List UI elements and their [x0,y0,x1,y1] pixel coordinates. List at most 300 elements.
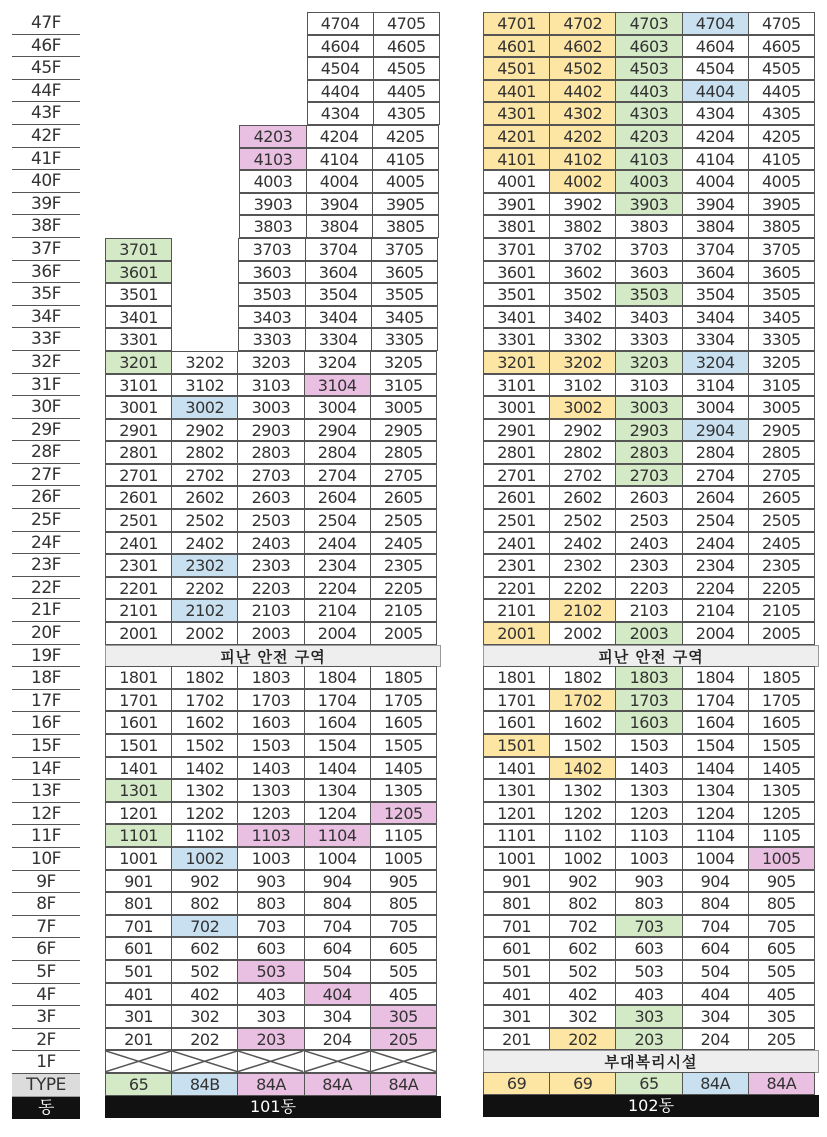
unit-cell[interactable]: 3201 [483,351,550,374]
unit-cell[interactable]: 3601 [483,261,550,284]
unit-cell[interactable]: 4201 [483,125,550,148]
unit-cell[interactable]: 3404 [305,306,372,329]
unit-cell[interactable]: 3303 [238,328,305,351]
unit-cell[interactable]: 2405 [370,532,437,555]
unit-cell[interactable]: 3001 [105,396,172,419]
unit-cell[interactable]: 2603 [615,486,682,509]
unit-cell[interactable]: 4303 [615,102,682,125]
unit-cell[interactable]: 4304 [682,102,749,125]
unit-cell[interactable]: 2203 [237,577,304,600]
unit-cell[interactable]: 702 [171,915,238,938]
unit-cell[interactable]: 1402 [549,757,616,780]
unit-cell[interactable]: 1203 [615,802,682,825]
unit-cell[interactable]: 904 [304,870,371,893]
unit-cell[interactable]: 2102 [549,599,616,622]
unit-cell[interactable]: 3103 [615,374,682,397]
unit-cell[interactable]: 1805 [370,666,437,689]
unit-cell[interactable]: 3401 [483,306,550,329]
unit-cell[interactable]: 402 [549,983,616,1006]
unit-cell[interactable]: 1005 [370,847,437,870]
unit-cell[interactable]: 702 [549,915,616,938]
unit-cell[interactable]: 603 [615,937,682,960]
unit-cell[interactable]: 3401 [105,306,172,329]
unit-cell[interactable]: 201 [483,1028,550,1051]
unit-cell[interactable]: 3103 [237,374,304,397]
unit-cell[interactable]: 3301 [105,328,172,351]
unit-cell[interactable]: 4604 [307,35,374,58]
unit-cell[interactable]: 2402 [171,532,238,555]
unit-cell[interactable]: 3803 [239,215,306,238]
unit-cell[interactable]: 4304 [307,102,374,125]
unit-cell[interactable]: 1501 [483,734,550,757]
unit-cell[interactable]: 3601 [105,261,172,284]
unit-cell[interactable]: 3505 [748,283,815,306]
unit-cell[interactable]: 3204 [304,351,371,374]
unit-cell[interactable]: 902 [171,870,238,893]
unit-cell[interactable]: 502 [171,960,238,983]
unit-cell[interactable]: 203 [237,1028,304,1051]
unit-cell[interactable]: 3802 [549,215,616,238]
unit-cell[interactable]: 1301 [105,779,172,802]
unit-cell[interactable]: 1603 [615,711,682,734]
unit-cell[interactable]: 1101 [105,824,172,847]
unit-cell[interactable]: 2803 [237,441,304,464]
unit-cell[interactable]: 3904 [682,193,749,216]
unit-cell[interactable]: 4605 [373,35,440,58]
unit-cell[interactable]: 205 [370,1028,437,1051]
unit-cell[interactable]: 3703 [238,238,305,261]
unit-cell[interactable]: 4101 [483,148,550,171]
unit-cell[interactable]: 2202 [171,577,238,600]
unit-cell[interactable]: 405 [748,983,815,1006]
unit-cell[interactable]: 203 [615,1028,682,1051]
unit-cell[interactable]: 1303 [615,779,682,802]
unit-cell[interactable]: 4202 [549,125,616,148]
unit-cell[interactable]: 1304 [682,779,749,802]
unit-cell[interactable]: 1803 [615,666,682,689]
unit-cell[interactable]: 705 [370,915,437,938]
unit-cell[interactable]: 1405 [748,757,815,780]
unit-cell[interactable]: 1304 [304,779,371,802]
unit-cell[interactable]: 601 [483,937,550,960]
unit-cell[interactable]: 2903 [615,419,682,442]
unit-cell[interactable]: 2403 [615,532,682,555]
unit-cell[interactable]: 1504 [682,734,749,757]
unit-cell[interactable]: 2804 [682,441,749,464]
unit-cell[interactable]: 3104 [304,374,371,397]
unit-cell[interactable]: 302 [549,1005,616,1028]
unit-cell[interactable]: 4205 [372,125,439,148]
unit-cell[interactable]: 2505 [370,509,437,532]
unit-cell[interactable]: 3001 [483,396,550,419]
unit-cell[interactable]: 801 [105,892,172,915]
unit-cell[interactable]: 3402 [549,306,616,329]
unit-cell[interactable]: 3704 [682,238,749,261]
unit-cell[interactable]: 2001 [105,622,172,645]
unit-cell[interactable]: 1701 [483,689,550,712]
unit-cell[interactable]: 1303 [237,779,304,802]
unit-cell[interactable]: 4403 [615,80,682,103]
unit-cell[interactable]: 3804 [306,215,373,238]
unit-cell[interactable]: 2004 [682,622,749,645]
unit-cell[interactable]: 2001 [483,622,550,645]
unit-cell[interactable]: 2501 [483,509,550,532]
unit-cell[interactable]: 1005 [748,847,815,870]
unit-cell[interactable]: 4405 [373,80,440,103]
unit-cell[interactable]: 1503 [615,734,682,757]
unit-cell[interactable]: 4701 [483,12,550,35]
unit-cell[interactable]: 2801 [483,441,550,464]
unit-cell[interactable]: 1003 [237,847,304,870]
unit-cell[interactable]: 505 [370,960,437,983]
unit-cell[interactable]: 2805 [370,441,437,464]
unit-cell[interactable]: 3603 [615,261,682,284]
unit-cell[interactable]: 4505 [748,57,815,80]
unit-cell[interactable]: 1305 [748,779,815,802]
unit-cell[interactable]: 2705 [748,464,815,487]
unit-cell[interactable]: 1704 [304,689,371,712]
unit-cell[interactable]: 1404 [682,757,749,780]
unit-cell[interactable]: 1105 [748,824,815,847]
unit-cell[interactable]: 2604 [304,486,371,509]
unit-cell[interactable]: 604 [304,937,371,960]
unit-cell[interactable]: 901 [105,870,172,893]
unit-cell[interactable]: 2402 [549,532,616,555]
unit-cell[interactable]: 2702 [171,464,238,487]
unit-cell[interactable]: 4504 [307,57,374,80]
unit-cell[interactable]: 903 [237,870,304,893]
unit-cell[interactable]: 2002 [549,622,616,645]
unit-cell[interactable]: 1302 [549,779,616,802]
unit-cell[interactable]: 4702 [549,12,616,35]
unit-cell[interactable]: 4104 [306,148,373,171]
unit-cell[interactable]: 4003 [239,170,306,193]
unit-cell[interactable]: 2805 [748,441,815,464]
unit-cell[interactable]: 1102 [171,824,238,847]
unit-cell[interactable]: 2004 [304,622,371,645]
unit-cell[interactable]: 2902 [171,419,238,442]
unit-cell[interactable]: 3605 [371,261,438,284]
unit-cell[interactable]: 2103 [615,599,682,622]
unit-cell[interactable]: 302 [171,1005,238,1028]
unit-cell[interactable]: 2401 [483,532,550,555]
unit-cell[interactable]: 803 [615,892,682,915]
unit-cell[interactable]: 4705 [373,12,440,35]
unit-cell[interactable]: 703 [237,915,304,938]
unit-cell[interactable]: 1503 [237,734,304,757]
unit-cell[interactable]: 1601 [483,711,550,734]
unit-cell[interactable]: 1104 [304,824,371,847]
unit-cell[interactable]: 703 [615,915,682,938]
unit-cell[interactable]: 403 [615,983,682,1006]
unit-cell[interactable]: 1801 [483,666,550,689]
unit-cell[interactable]: 2302 [171,554,238,577]
unit-cell[interactable]: 202 [549,1028,616,1051]
unit-cell[interactable]: 2203 [615,577,682,600]
unit-cell[interactable]: 4005 [748,170,815,193]
unit-cell[interactable]: 3403 [615,306,682,329]
unit-cell[interactable]: 2501 [105,509,172,532]
unit-cell[interactable]: 303 [237,1005,304,1028]
unit-cell[interactable]: 1602 [549,711,616,734]
unit-cell[interactable]: 3705 [748,238,815,261]
unit-cell[interactable]: 1502 [549,734,616,757]
unit-cell[interactable]: 3702 [549,238,616,261]
unit-cell[interactable]: 3005 [748,396,815,419]
unit-cell[interactable]: 505 [748,960,815,983]
unit-cell[interactable]: 202 [171,1028,238,1051]
unit-cell[interactable]: 4005 [372,170,439,193]
unit-cell[interactable]: 3403 [238,306,305,329]
unit-cell[interactable]: 4404 [307,80,374,103]
unit-cell[interactable]: 305 [748,1005,815,1028]
unit-cell[interactable]: 4205 [748,125,815,148]
unit-cell[interactable]: 3705 [371,238,438,261]
unit-cell[interactable]: 503 [615,960,682,983]
unit-cell[interactable]: 3504 [305,283,372,306]
unit-cell[interactable]: 4002 [549,170,616,193]
unit-cell[interactable]: 3502 [549,283,616,306]
unit-cell[interactable]: 1101 [483,824,550,847]
unit-cell[interactable]: 2002 [171,622,238,645]
unit-cell[interactable]: 2702 [549,464,616,487]
unit-cell[interactable]: 3904 [306,193,373,216]
unit-cell[interactable]: 3405 [371,306,438,329]
unit-cell[interactable]: 2603 [237,486,304,509]
unit-cell[interactable]: 3905 [372,193,439,216]
unit-cell[interactable]: 2201 [105,577,172,600]
unit-cell[interactable]: 3305 [748,328,815,351]
unit-cell[interactable]: 3701 [105,238,172,261]
unit-cell[interactable]: 1505 [370,734,437,757]
unit-cell[interactable]: 3203 [615,351,682,374]
unit-cell[interactable]: 2905 [370,419,437,442]
unit-cell[interactable]: 1403 [615,757,682,780]
unit-cell[interactable]: 1705 [370,689,437,712]
unit-cell[interactable]: 1803 [237,666,304,689]
unit-cell[interactable]: 3002 [549,396,616,419]
unit-cell[interactable]: 304 [304,1005,371,1028]
unit-cell[interactable]: 3101 [483,374,550,397]
unit-cell[interactable]: 3901 [483,193,550,216]
unit-cell[interactable]: 2205 [748,577,815,600]
unit-cell[interactable]: 4102 [549,148,616,171]
unit-cell[interactable]: 1201 [105,802,172,825]
unit-cell[interactable]: 2301 [483,554,550,577]
unit-cell[interactable]: 4704 [307,12,374,35]
unit-cell[interactable]: 4105 [748,148,815,171]
unit-cell[interactable]: 4004 [682,170,749,193]
unit-cell[interactable]: 1603 [237,711,304,734]
unit-cell[interactable]: 4502 [549,57,616,80]
unit-cell[interactable]: 2803 [615,441,682,464]
unit-cell[interactable]: 4503 [615,57,682,80]
unit-cell[interactable]: 3105 [370,374,437,397]
unit-cell[interactable]: 2502 [171,509,238,532]
unit-cell[interactable]: 803 [237,892,304,915]
unit-cell[interactable]: 2605 [370,486,437,509]
unit-cell[interactable]: 2604 [682,486,749,509]
unit-cell[interactable]: 3604 [305,261,372,284]
unit-cell[interactable]: 1002 [171,847,238,870]
unit-cell[interactable]: 4003 [615,170,682,193]
unit-cell[interactable]: 4404 [682,80,749,103]
unit-cell[interactable]: 2801 [105,441,172,464]
unit-cell[interactable]: 4203 [239,125,306,148]
unit-cell[interactable]: 1605 [370,711,437,734]
unit-cell[interactable]: 2601 [105,486,172,509]
unit-cell[interactable]: 4203 [615,125,682,148]
unit-cell[interactable]: 1403 [237,757,304,780]
unit-cell[interactable]: 705 [748,915,815,938]
unit-cell[interactable]: 3101 [105,374,172,397]
unit-cell[interactable]: 804 [682,892,749,915]
unit-cell[interactable]: 1004 [304,847,371,870]
unit-cell[interactable]: 3501 [105,283,172,306]
unit-cell[interactable]: 404 [304,983,371,1006]
unit-cell[interactable]: 4301 [483,102,550,125]
unit-cell[interactable]: 4703 [615,12,682,35]
unit-cell[interactable]: 1401 [483,757,550,780]
unit-cell[interactable]: 2505 [748,509,815,532]
unit-cell[interactable]: 3703 [615,238,682,261]
unit-cell[interactable]: 3905 [748,193,815,216]
unit-cell[interactable]: 3302 [549,328,616,351]
unit-cell[interactable]: 2304 [304,554,371,577]
unit-cell[interactable]: 1802 [549,666,616,689]
unit-cell[interactable]: 2305 [748,554,815,577]
unit-cell[interactable]: 3003 [615,396,682,419]
unit-cell[interactable]: 2104 [682,599,749,622]
unit-cell[interactable]: 3804 [682,215,749,238]
unit-cell[interactable]: 2605 [748,486,815,509]
unit-cell[interactable]: 3005 [370,396,437,419]
unit-cell[interactable]: 3704 [305,238,372,261]
unit-cell[interactable]: 1001 [105,847,172,870]
unit-cell[interactable]: 2103 [237,599,304,622]
unit-cell[interactable]: 405 [370,983,437,1006]
unit-cell[interactable]: 3501 [483,283,550,306]
unit-cell[interactable]: 2704 [682,464,749,487]
unit-cell[interactable]: 4001 [483,170,550,193]
unit-cell[interactable]: 3805 [372,215,439,238]
unit-cell[interactable]: 2701 [483,464,550,487]
unit-cell[interactable]: 3303 [615,328,682,351]
unit-cell[interactable]: 805 [748,892,815,915]
unit-cell[interactable]: 2201 [483,577,550,600]
unit-cell[interactable]: 2303 [615,554,682,577]
unit-cell[interactable]: 2503 [615,509,682,532]
unit-cell[interactable]: 3105 [748,374,815,397]
unit-cell[interactable]: 1703 [615,689,682,712]
unit-cell[interactable]: 401 [105,983,172,1006]
unit-cell[interactable]: 1302 [171,779,238,802]
unit-cell[interactable]: 805 [370,892,437,915]
unit-cell[interactable]: 2704 [304,464,371,487]
unit-cell[interactable]: 601 [105,937,172,960]
unit-cell[interactable]: 2401 [105,532,172,555]
unit-cell[interactable]: 1802 [171,666,238,689]
unit-cell[interactable]: 2703 [237,464,304,487]
unit-cell[interactable]: 4204 [682,125,749,148]
unit-cell[interactable]: 704 [304,915,371,938]
unit-cell[interactable]: 4302 [549,102,616,125]
unit-cell[interactable]: 2403 [237,532,304,555]
unit-cell[interactable]: 4505 [373,57,440,80]
unit-cell[interactable]: 2602 [549,486,616,509]
unit-cell[interactable]: 1604 [682,711,749,734]
unit-cell[interactable]: 2802 [549,441,616,464]
unit-cell[interactable]: 2905 [748,419,815,442]
unit-cell[interactable]: 3903 [615,193,682,216]
unit-cell[interactable]: 305 [370,1005,437,1028]
unit-cell[interactable]: 403 [237,983,304,1006]
unit-cell[interactable]: 3803 [615,215,682,238]
unit-cell[interactable]: 2301 [105,554,172,577]
unit-cell[interactable]: 3203 [237,351,304,374]
unit-cell[interactable]: 2305 [370,554,437,577]
unit-cell[interactable]: 404 [682,983,749,1006]
unit-cell[interactable]: 1704 [682,689,749,712]
unit-cell[interactable]: 1204 [304,802,371,825]
unit-cell[interactable]: 2204 [682,577,749,600]
unit-cell[interactable]: 2202 [549,577,616,600]
unit-cell[interactable]: 205 [748,1028,815,1051]
unit-cell[interactable]: 3104 [682,374,749,397]
unit-cell[interactable]: 2105 [370,599,437,622]
unit-cell[interactable]: 2204 [304,577,371,600]
unit-cell[interactable]: 3801 [483,215,550,238]
unit-cell[interactable]: 504 [304,960,371,983]
unit-cell[interactable]: 4103 [615,148,682,171]
unit-cell[interactable]: 501 [105,960,172,983]
unit-cell[interactable]: 2701 [105,464,172,487]
unit-cell[interactable]: 4601 [483,35,550,58]
unit-cell[interactable]: 1103 [615,824,682,847]
unit-cell[interactable]: 3701 [483,238,550,261]
unit-cell[interactable]: 2003 [615,622,682,645]
unit-cell[interactable]: 2901 [483,419,550,442]
unit-cell[interactable]: 4405 [748,80,815,103]
unit-cell[interactable]: 701 [105,915,172,938]
unit-cell[interactable]: 2005 [370,622,437,645]
unit-cell[interactable]: 1703 [237,689,304,712]
unit-cell[interactable]: 3004 [682,396,749,419]
unit-cell[interactable]: 4104 [682,148,749,171]
unit-cell[interactable]: 3805 [748,215,815,238]
unit-cell[interactable]: 2102 [171,599,238,622]
unit-cell[interactable]: 1805 [748,666,815,689]
unit-cell[interactable]: 1705 [748,689,815,712]
unit-cell[interactable]: 1001 [483,847,550,870]
unit-cell[interactable]: 3405 [748,306,815,329]
unit-cell[interactable]: 201 [105,1028,172,1051]
unit-cell[interactable]: 1401 [105,757,172,780]
unit-cell[interactable]: 3004 [304,396,371,419]
unit-cell[interactable]: 1801 [105,666,172,689]
unit-cell[interactable]: 802 [549,892,616,915]
unit-cell[interactable]: 2101 [483,599,550,622]
unit-cell[interactable]: 3102 [171,374,238,397]
unit-cell[interactable]: 3205 [748,351,815,374]
unit-cell[interactable]: 1205 [370,802,437,825]
unit-cell[interactable]: 4705 [748,12,815,35]
unit-cell[interactable]: 604 [682,937,749,960]
unit-cell[interactable]: 301 [483,1005,550,1028]
unit-cell[interactable]: 903 [615,870,682,893]
unit-cell[interactable]: 2504 [304,509,371,532]
unit-cell[interactable]: 2105 [748,599,815,622]
